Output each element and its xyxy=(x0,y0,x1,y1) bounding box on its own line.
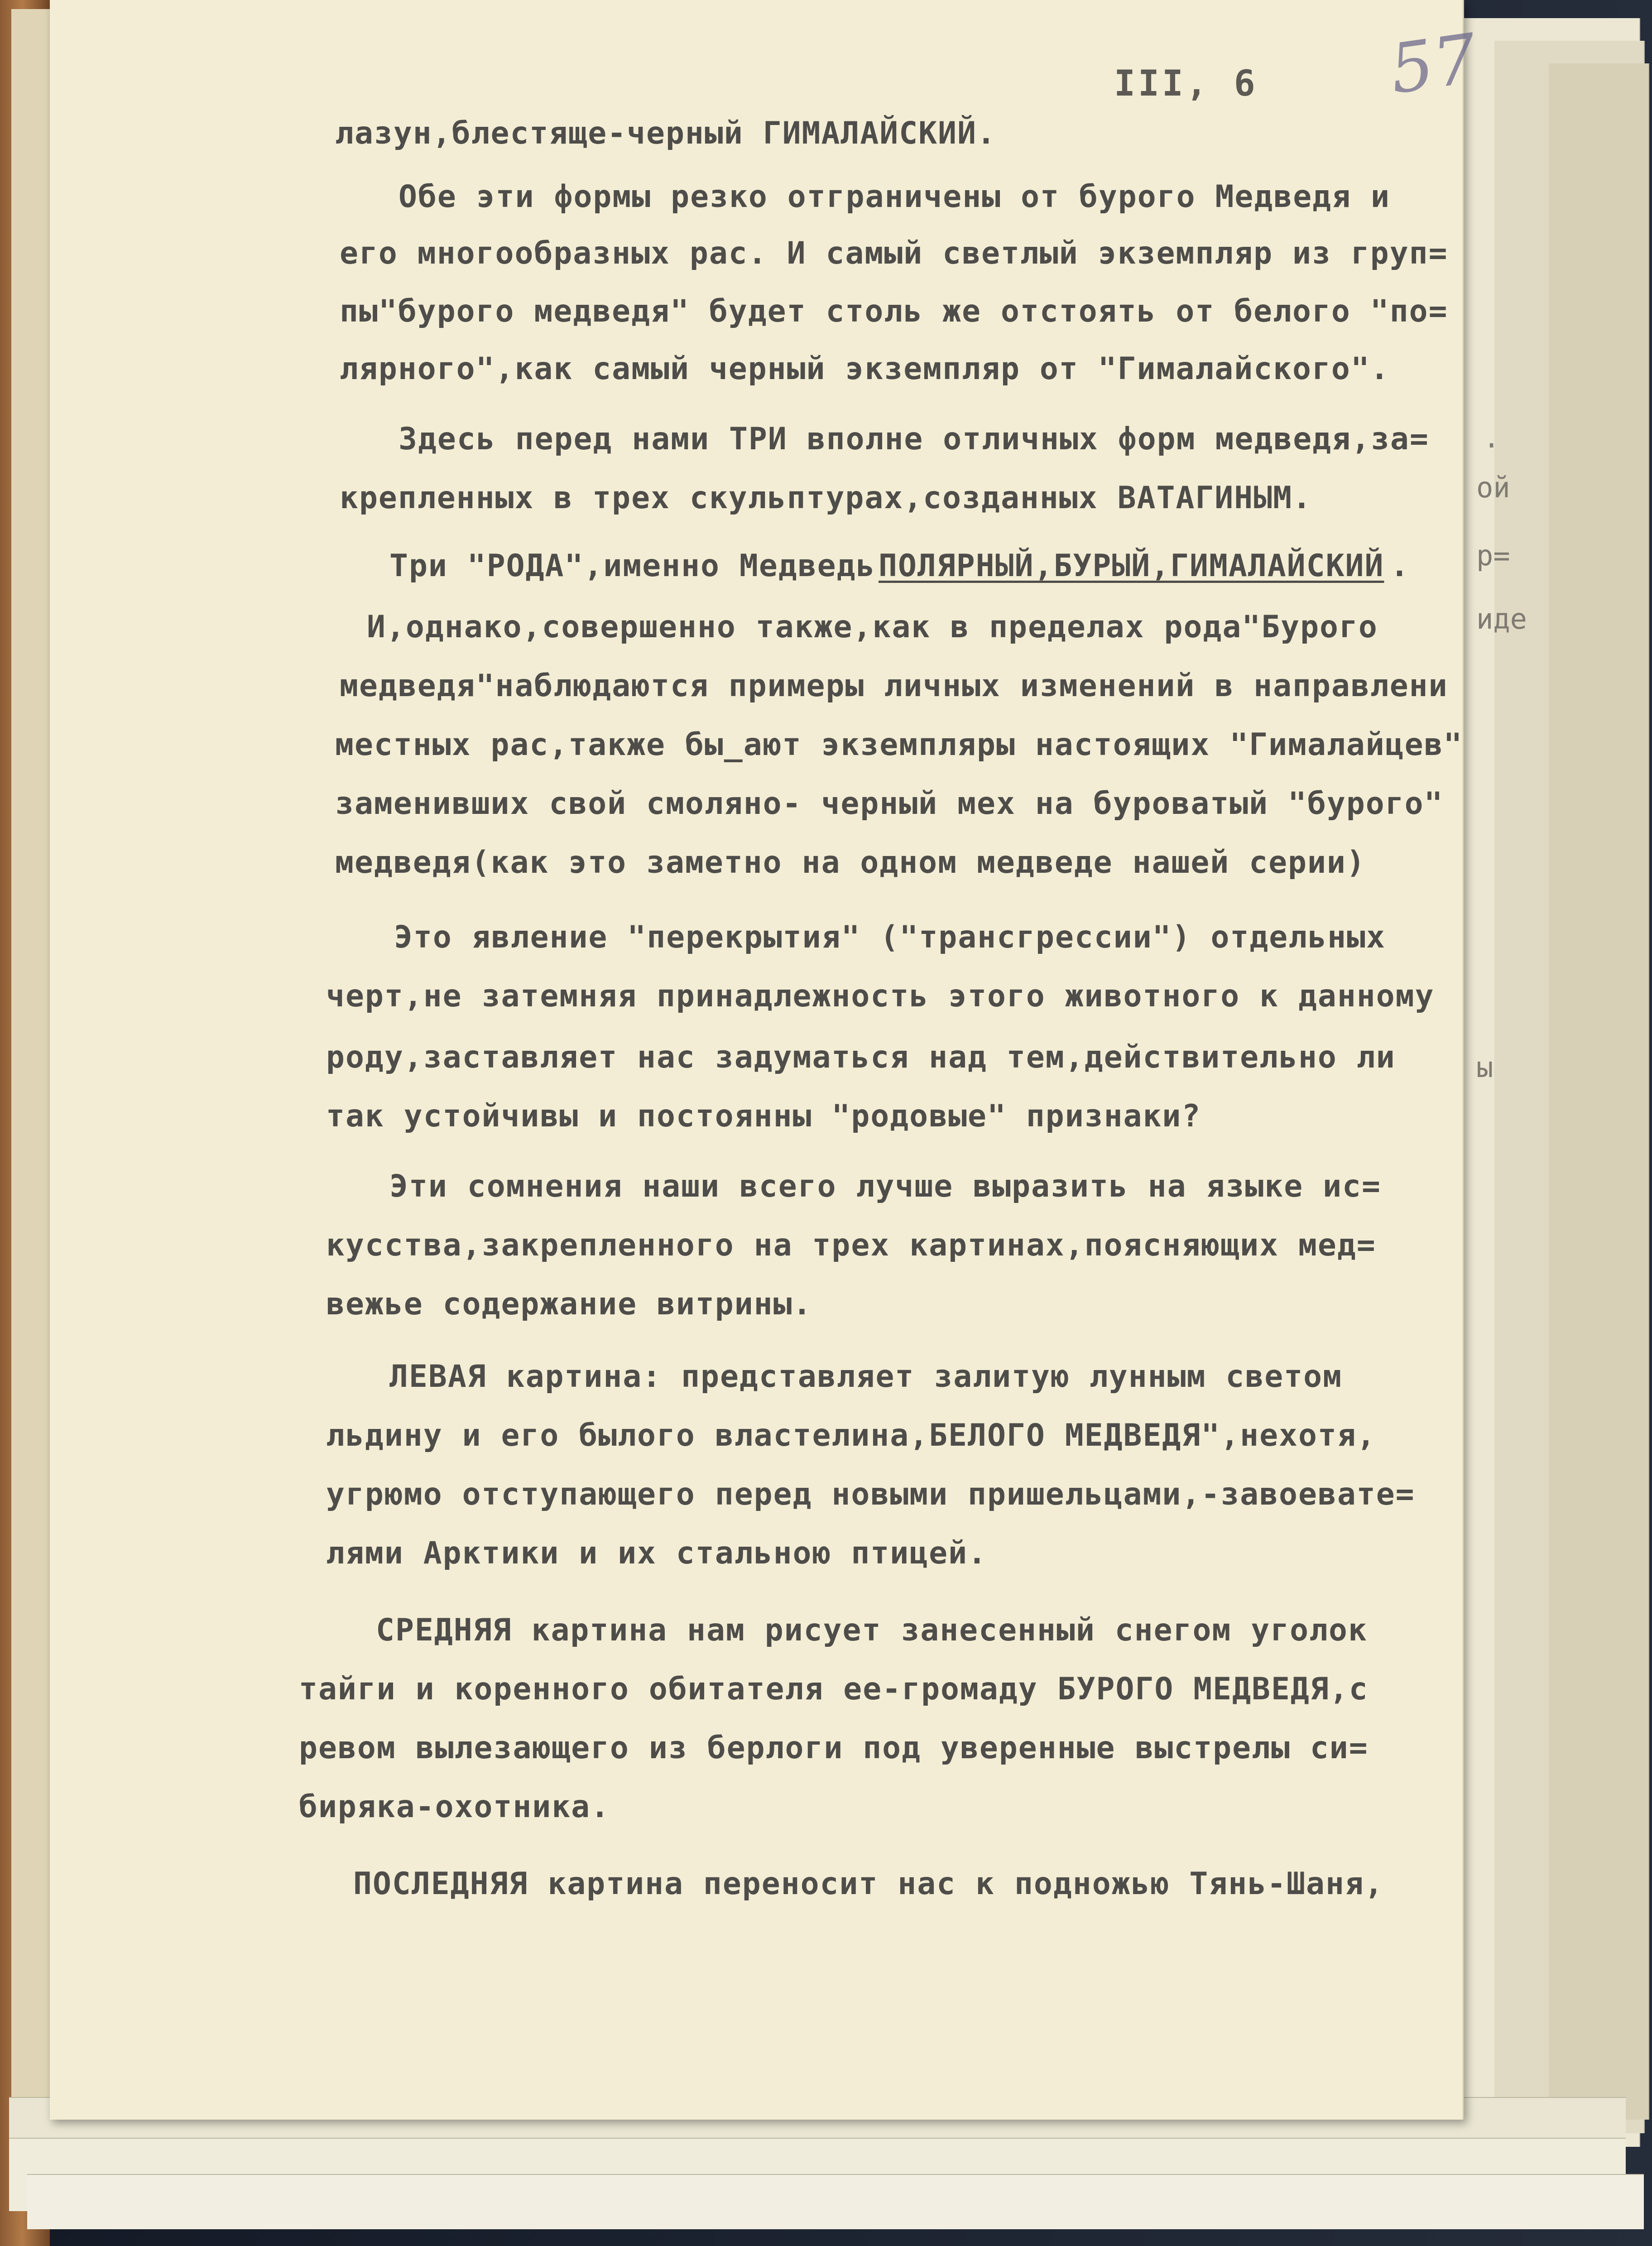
margin-fragment: ы xyxy=(1476,1051,1494,1084)
margin-fragment: ой xyxy=(1476,471,1510,504)
page-number: III, 6 xyxy=(1114,63,1258,104)
typewritten-page xyxy=(50,0,1482,2120)
text-line: медведя"наблюдаются примеры личных изменений в направлени xyxy=(340,668,1448,704)
underlined-text: ПОЛЯРНЫЙ,БУРЫЙ,ГИМАЛАЙСКИЙ xyxy=(879,548,1384,584)
text-line: его многообразных рас. И самый светлый экземпляр из груп= xyxy=(340,236,1448,271)
text-line: крепленных в трех скульптурах,созданных ВАТАГИНЫМ. xyxy=(340,480,1312,516)
text-line: вежье содержание витрины. xyxy=(326,1286,812,1322)
text-line: черт,не затемняя принадлежность этого животного к данному xyxy=(326,978,1435,1014)
margin-fragment: р= xyxy=(1476,539,1510,572)
text-line: Здесь перед нами ТРИ вполне отличных форм медведя,за= xyxy=(399,421,1429,457)
text-line: биряка-охотника. xyxy=(299,1789,610,1825)
text-line: лями Арктики и их стальною птицей. xyxy=(326,1535,987,1571)
text-line: лазун,блестяще-черный ГИМАЛАЙСКИЙ. xyxy=(335,115,996,151)
text-line: Обе эти формы резко отграничены от бурого Медведя и xyxy=(399,179,1390,215)
text-line: местных рас,также бы_ают экземпляры настоящих "Гималайцев" xyxy=(335,727,1463,763)
text-line: СРЕДНЯЯ картина нам рисует занесенный снегом уголок xyxy=(376,1612,1368,1648)
text-line: пы"бурого медведя" будет столь же отстоять от белого "по= xyxy=(340,293,1448,329)
text-line: Три "РОДА",именно Медведь xyxy=(389,548,876,584)
text-line: И,однако,совершенно также,как в пределах рода"Бурого xyxy=(367,609,1378,645)
text-line: ЛЕВАЯ картина: представляет залитую лунным светом xyxy=(389,1359,1343,1395)
margin-fragment: иде xyxy=(1476,602,1527,635)
page-stack xyxy=(1549,63,1649,2120)
text-line: ПОСЛЕДНЯЯ картина переносит нас к подножью Тянь-Шаня, xyxy=(353,1866,1384,1902)
text-line: так устойчивы и постоянны "родовые" признаки? xyxy=(326,1098,1201,1134)
text-line: лярного",как самый черный экземпляр от "Гималайского". xyxy=(340,351,1390,387)
text-line: заменивших свой смоляно- черный мех на буроватый "бурого" xyxy=(335,786,1444,822)
text-line: кусства,закрепленного на трех картинах,поясняющих мед= xyxy=(326,1227,1376,1263)
text-line: . xyxy=(1390,548,1410,584)
text-line: роду,заставляет нас задуматься над тем,действительно ли xyxy=(326,1039,1396,1075)
text-line: ревом вылезающего из берлоги под уверенные выстрелы си= xyxy=(299,1730,1369,1766)
text-line: тайги и коренного обитателя ее-громаду БУРОГО МЕДВЕДЯ,с xyxy=(299,1671,1369,1707)
bottom-page-edge xyxy=(27,2174,1644,2229)
text-line: медведя(как это заметно на одном медведе нашей серии) xyxy=(335,845,1366,880)
margin-fragment: . xyxy=(1483,421,1500,454)
text-line: Это явление "перекрытия" ("трансгрессии") отдельных xyxy=(394,919,1386,955)
text-line: Эти сомнения наши всего лучше выразить на языке ис= xyxy=(389,1169,1381,1204)
folio-number: 57 xyxy=(1385,19,1482,110)
text-line: угрюмо отступающего перед новыми пришельцами,-завоевате= xyxy=(326,1476,1415,1512)
text-line: льдину и его былого властелина,БЕЛОГО МЕДВЕДЯ",нехотя, xyxy=(326,1418,1376,1453)
